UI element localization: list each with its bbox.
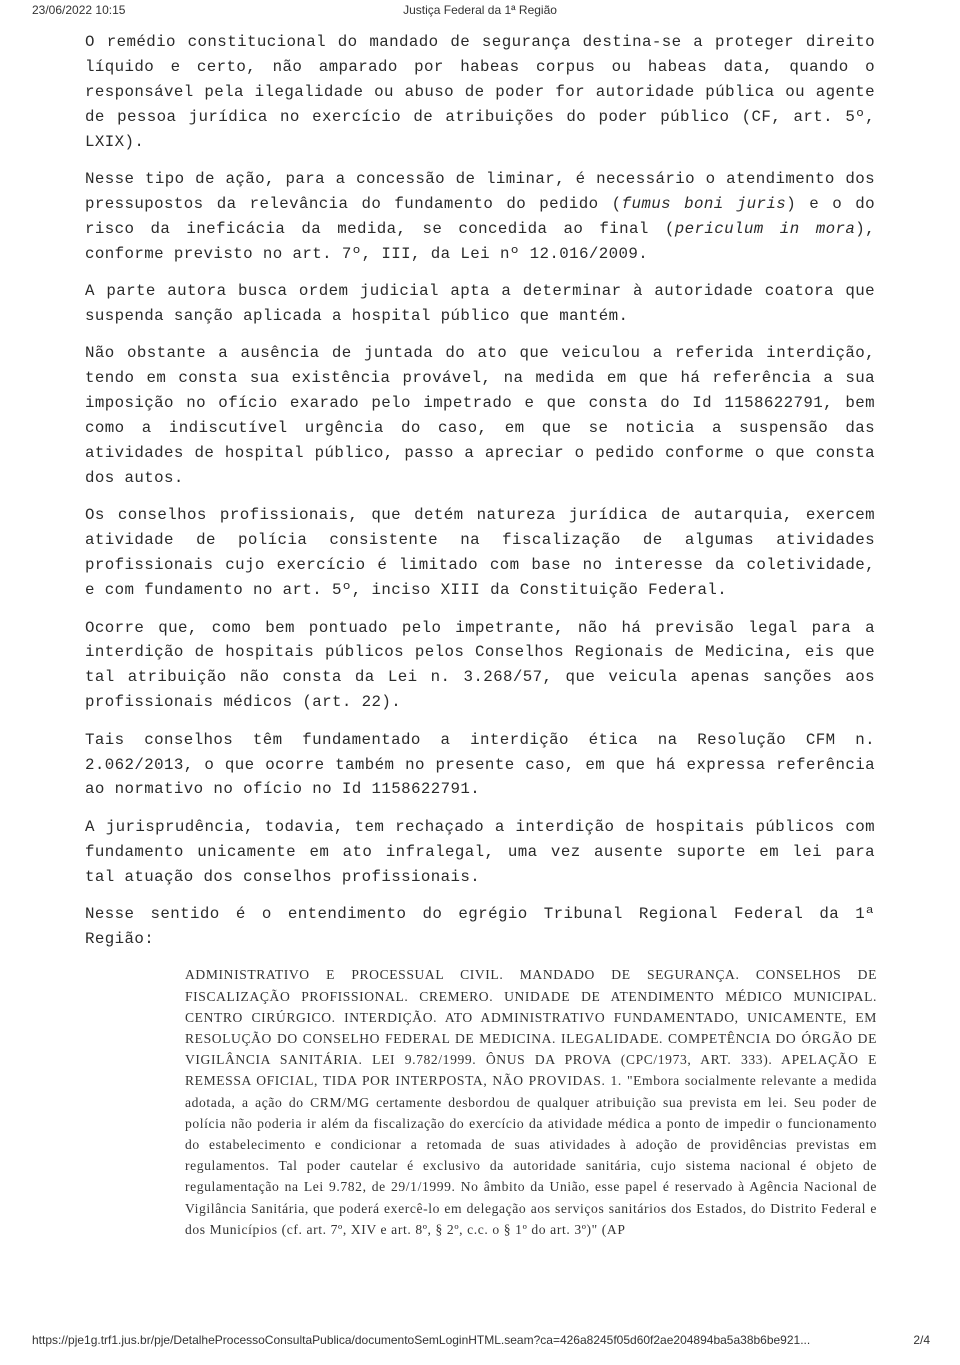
print-datetime: 23/06/2022 10:15	[32, 3, 126, 17]
paragraph-jurisprudencia: A jurisprudência, todavia, tem rechaçado a interdição de hospitais públicos com fundamento unicamente em ato infralegal, uma vez ausente suporte em lei para tal atuação dos conselhos profissionais.	[85, 817, 875, 886]
print-header	[0, 3, 960, 21]
paragraph-interdicao: Não obstante a ausência de juntada do ato que veiculou a referida interdição, tendo em consta sua existência provável, na medida em que há referência a sua imposição no ofício exarado pelo impetrado e que consta do Id 1158622791, bem como a indiscutível urgência do caso, em que se noticia a suspensão das atividades de hospital público, passo a apreciar o pedido conforme o que consta dos autos.	[85, 344, 875, 487]
latin-term: fumus boni juris	[621, 194, 787, 213]
document-body	[85, 30, 875, 1240]
paragraph-previsao-legal: Ocorre que, como bem pontuado pelo impetrante, não há previsão legal para a interdição de hospitais públicos pelos Conselhos Regionais de Medicina, eis que tal atribuição não consta da Lei n. 3.268/57, que veicula apenas sanções aos profissionais médicos (art. 22).	[85, 618, 875, 712]
paragraph-mandado-seguranca: O remédio constitucional do mandado de segurança destina-se a proteger direito líquido e certo, não amparado por habeas corpus ou habeas data, quando o responsável pela ilegalidade ou abuso de poder for autoridade pública ou agente de pessoa jurídica no exercício de atribuições do poder público (CF, art. 5º, LXIX).	[85, 33, 875, 151]
paragraph-liminar: Nesse tipo de ação, para a concessão de liminar, é necessário o atendimento dos pressupostos da relevância do fundamento do pedido (fumus boni juris) e o do risco da ineficácia da medida, se concedida ao final (periculum in mora), conforme previsto no art. 7º, III, da Lei nº 12.016/2009.	[85, 170, 876, 263]
case-law-citation: ADMINISTRATIVO E PROCESSUAL CIVIL. MANDADO DE SEGURANÇA. CONSELHOS DE FISCALIZAÇÃO PROFISSIONAL. CREMERO. UNIDADE DE ATENDIMENTO MÉDICO MUNICIPAL. CENTRO CIRÚRGICO. INTERDIÇÃO. ATO ADMINISTRATIVO FUNDAMENTADO, UNICAMENTE, EM RESOLUÇÃO DO CONSELHO FEDERAL DE MEDICINA. ILEGALIDADE. COMPETÊNCIA DO ÓRGÃO DE VIGILÂNCIA SANITÁRIA. LEI 9.782/1999. ÔNUS DA PROVA (CPC/1973, ART. 333). APELAÇÃO E REMESSA OFICIAL, TIDA POR INTERPOSTA, NÃO PROVIDAS. 1. "Embora socialmente relevante a medida adotada, a ação do CRM/MG certamente desbordou de qualquer atribuição sua prevista em lei. Seu poder de polícia não poderia ir além da fiscalização do exercício da atividade médica a ponto de impedir o funcionamento do estabelecimento e condicionar a retomada de suas atividades à adoção de providências previstas em regulamentos. Tal poder cautelar é exclusivo da autoridade sanitária, cujo sistema nacional é objeto de regulamentação na Lei 9.782, de 29/1/1999. No âmbito da União, esse papel é reservado à Agência Nacional de Vigilância Sanitária, que poderá exercê-lo em delegação aos serviços sanitários dos Estados, do Distrito Federal e dos Municípios (cf. art. 7º, XIV e art. 8º, § 2º, c.c. o § 1º do art. 3º)" (AP	[185, 967, 877, 1237]
document-url: https://pje1g.trf1.jus.br/pje/DetalheProcessoConsultaPublica/documentoSemLoginHTML.seam?ca=426a8245f05d60f2ae204894ba5a38b6be921...	[32, 1333, 811, 1347]
paragraph-resolucao: Tais conselhos têm fundamentado a interdição ética na Resolução CFM n. 2.062/2013, o que ocorre também no presente caso, em que há expressa referência ao normativo no ofício no Id 1158622791.	[85, 730, 875, 799]
paragraph-pedido: A parte autora busca ordem judicial apta a determinar à autoridade coatora que suspenda sanção aplicada a hospital público que mantém.	[85, 282, 875, 326]
page-number: 2/4	[913, 1333, 930, 1347]
paragraph-entendimento: Nesse sentido é o entendimento do egrégio Tribunal Regional Federal da 1ª Região:	[85, 905, 875, 948]
print-footer	[0, 1333, 960, 1351]
latin-term: periculum in mora	[674, 219, 856, 238]
site-title: Justiça Federal da 1ª Região	[403, 3, 557, 17]
paragraph-conselhos: Os conselhos profissionais, que detém natureza jurídica de autarquia, exercem atividade de polícia consistente na fiscalização de algumas atividades profissionais cujo exercício é limitado com base no interesse da coletividade, e com fundamento no art. 5º, inciso XIII da Constituição Federal.	[85, 506, 875, 600]
